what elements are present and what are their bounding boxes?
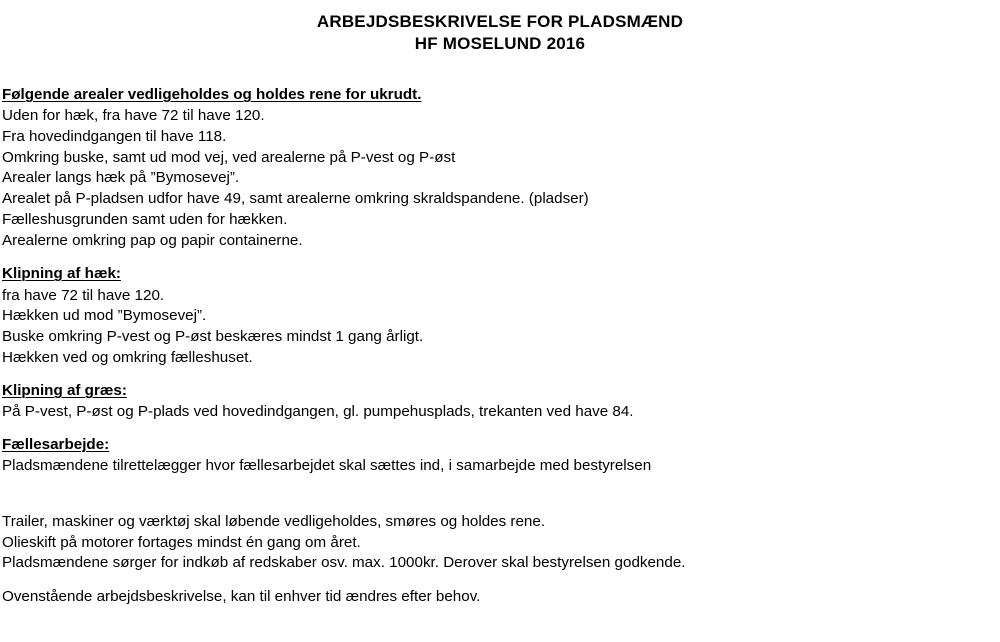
section-heading-faellesarbejde: Fællesarbejde: — [2, 436, 110, 453]
section-heading-klipning-graes: Klipning af græs: — [2, 382, 127, 399]
section2-line: Hækken ud mod ”Bymosevej”. — [2, 307, 207, 324]
section1-line: Arealet på P-pladsen udfor have 49, samt arealerne omkring skraldspandene. (pladser) — [2, 190, 589, 207]
closing-note: Ovenstående arbejdsbeskrivelse, kan til enhver tid ændres efter behov. — [2, 588, 481, 605]
section2-line: Buske omkring P-vest og P-øst beskæres mindst 1 gang årligt. — [2, 328, 424, 345]
section-heading-arealer: Følgende arealer vedligeholdes og holdes rene for ukrudt. — [2, 86, 422, 103]
document-subtitle: HF MOSELUND 2016 — [414, 34, 586, 53]
section1-line: Omkring buske, samt ud mod vej, ved arealerne på P-vest og P-øst — [2, 149, 456, 166]
section2-line: fra have 72 til have 120. — [2, 287, 165, 304]
section1-line: Arealerne omkring pap og papir containerne. — [2, 232, 303, 249]
equipment-line: Pladsmændene sørger for indkøb af redskaber osv. max. 1000kr. Derover skal bestyrelsen godkende. — [2, 554, 686, 571]
document-title: ARBEJDSBESKRIVELSE FOR PLADSMÆND — [316, 12, 684, 31]
equipment-line: Trailer, maskiner og værktøj skal løbende vedligeholdes, smøres og holdes rene. — [2, 513, 546, 530]
section1-line: Fælleshusgrunden samt uden for hækken. — [2, 211, 288, 228]
equipment-line: Olieskift på motorer fortages mindst én gang om året. — [2, 534, 361, 551]
section1-line: Uden for hæk, fra have 72 til have 120. — [2, 107, 265, 124]
section4-line: Pladsmændene tilrettelægger hvor fællesarbejdet skal sættes ind, i samarbejde med bestyrelsen — [2, 457, 652, 474]
section3-line: På P-vest, P-øst og P-plads ved hovedindgangen, gl. pumpehusplads, trekanten ved have 84. — [2, 403, 634, 420]
section-heading-klipning-haek: Klipning af hæk: — [2, 265, 121, 282]
section1-line: Arealer langs hæk på ”Bymosevej”. — [2, 169, 240, 186]
section2-line: Hækken ved og omkring fælleshuset. — [2, 349, 253, 366]
section1-line: Fra hovedindgangen til have 118. — [2, 128, 227, 145]
